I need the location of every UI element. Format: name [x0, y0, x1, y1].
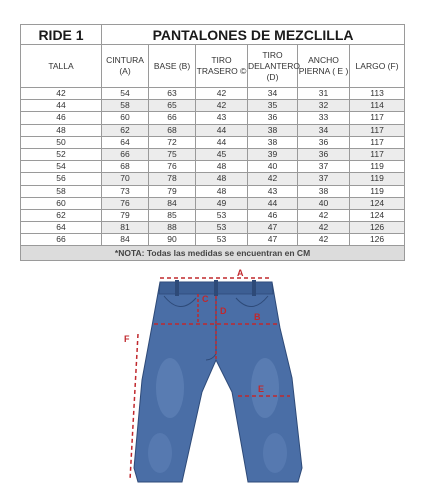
measure-label-f: F — [124, 334, 130, 344]
measure-cell: 76 — [149, 161, 196, 173]
measure-cell: 44 — [196, 136, 248, 148]
measure-cell: 43 — [196, 112, 248, 124]
measure-cell: 90 — [149, 234, 196, 246]
measure-cell: 78 — [149, 173, 196, 185]
measure-cell: 126 — [350, 234, 405, 246]
size-cell: 56 — [21, 173, 102, 185]
fade — [251, 358, 279, 418]
measure-cell: 64 — [102, 136, 149, 148]
size-chart — [20, 24, 404, 261]
measure-cell: 117 — [350, 148, 405, 160]
measure-cell: 88 — [149, 222, 196, 234]
measure-cell: 117 — [350, 124, 405, 136]
table-row — [21, 222, 405, 234]
measure-cell: 124 — [350, 209, 405, 221]
measure-cell: 33 — [298, 112, 350, 124]
measure-cell: 84 — [149, 197, 196, 209]
measure-cell: 47 — [248, 222, 298, 234]
measure-cell: 38 — [248, 136, 298, 148]
measure-cell: 66 — [102, 148, 149, 160]
measure-cell: 32 — [298, 100, 350, 112]
fade — [263, 433, 287, 473]
table-row — [21, 209, 405, 221]
size-cell: 62 — [21, 209, 102, 221]
size-cell: 60 — [21, 197, 102, 209]
column-header: TIRO DELANTERO (D) — [248, 45, 298, 88]
size-cell: 66 — [21, 234, 102, 246]
measure-cell: 43 — [248, 185, 298, 197]
measure-cell: 79 — [102, 209, 149, 221]
measure-cell: 49 — [196, 197, 248, 209]
column-header: TALLA — [21, 45, 102, 88]
measure-cell: 42 — [298, 209, 350, 221]
table-row — [21, 185, 405, 197]
measure-cell: 68 — [102, 161, 149, 173]
measure-cell: 40 — [298, 197, 350, 209]
size-cell: 46 — [21, 112, 102, 124]
measure-label-b: B — [254, 312, 261, 322]
measure-cell: 42 — [196, 100, 248, 112]
table-row — [21, 124, 405, 136]
measure-cell: 119 — [350, 161, 405, 173]
measure-label-e: E — [258, 384, 265, 394]
measure-cell: 119 — [350, 173, 405, 185]
measure-cell: 53 — [196, 222, 248, 234]
measure-cell: 53 — [196, 234, 248, 246]
measure-cell: 37 — [298, 173, 350, 185]
size-cell: 50 — [21, 136, 102, 148]
size-cell: 44 — [21, 100, 102, 112]
size-cell: 42 — [21, 88, 102, 100]
measure-cell: 70 — [102, 173, 149, 185]
measure-cell: 45 — [196, 148, 248, 160]
measure-cell: 76 — [102, 197, 149, 209]
measure-cell: 124 — [350, 197, 405, 209]
column-header: TIRO TRASERO © — [196, 45, 248, 88]
measure-cell: 79 — [149, 185, 196, 197]
column-header: BASE (B) — [149, 45, 196, 88]
measure-cell: 117 — [350, 136, 405, 148]
measure-cell: 81 — [102, 222, 149, 234]
measure-cell: 38 — [298, 185, 350, 197]
measure-cell: 40 — [248, 161, 298, 173]
jeans-illustration — [120, 268, 310, 500]
measure-cell: 48 — [196, 185, 248, 197]
belt-loop — [175, 280, 179, 296]
measure-cell: 68 — [149, 124, 196, 136]
measure-cell: 113 — [350, 88, 405, 100]
measure-cell: 34 — [248, 88, 298, 100]
measure-cell: 44 — [196, 124, 248, 136]
jeans-figure — [120, 268, 310, 500]
measure-cell: 58 — [102, 100, 149, 112]
belt-loop — [214, 280, 218, 296]
table-row — [21, 88, 405, 100]
size-cell: 54 — [21, 161, 102, 173]
size-cell: 52 — [21, 148, 102, 160]
fade — [148, 433, 172, 473]
measure-cell: 37 — [298, 161, 350, 173]
measure-cell: 119 — [350, 185, 405, 197]
measure-cell: 114 — [350, 100, 405, 112]
title-row — [21, 25, 405, 45]
measure-cell: 84 — [102, 234, 149, 246]
table-row — [21, 234, 405, 246]
measure-cell: 62 — [102, 124, 149, 136]
measure-cell: 60 — [102, 112, 149, 124]
measure-cell: 42 — [196, 88, 248, 100]
column-header: CINTURA (A) — [102, 45, 149, 88]
measure-cell: 54 — [102, 88, 149, 100]
measure-cell: 36 — [248, 112, 298, 124]
measure-label-c: C — [202, 294, 209, 304]
measure-cell: 126 — [350, 222, 405, 234]
size-cell: 64 — [21, 222, 102, 234]
measure-cell: 44 — [248, 197, 298, 209]
measure-cell: 34 — [298, 124, 350, 136]
measure-cell: 53 — [196, 209, 248, 221]
table-body — [21, 88, 405, 246]
measure-cell: 47 — [248, 234, 298, 246]
measure-label-a: A — [237, 268, 244, 278]
measure-cell: 36 — [298, 148, 350, 160]
fade — [156, 358, 184, 418]
measure-cell: 85 — [149, 209, 196, 221]
table-row — [21, 112, 405, 124]
table-row — [21, 161, 405, 173]
measure-cell: 72 — [149, 136, 196, 148]
measure-cell: 48 — [196, 173, 248, 185]
table-row — [21, 148, 405, 160]
measure-cell: 75 — [149, 148, 196, 160]
measure-cell: 117 — [350, 112, 405, 124]
measure-label-d: D — [220, 306, 227, 316]
table-row — [21, 100, 405, 112]
measure-cell: 73 — [102, 185, 149, 197]
table-title: PANTALONES DE MEZCLILLA — [102, 25, 405, 45]
header-row — [21, 45, 405, 88]
belt-loop — [252, 280, 256, 296]
column-header: LARGO (F) — [350, 45, 405, 88]
measure-cell: 39 — [248, 148, 298, 160]
table-row — [21, 197, 405, 209]
measure-cell: 66 — [149, 112, 196, 124]
measure-cell: 42 — [298, 234, 350, 246]
model-name: RIDE 1 — [21, 25, 102, 45]
measure-cell: 46 — [248, 209, 298, 221]
column-header: ANCHO PIERNA ( E ) — [298, 45, 350, 88]
measure-cell: 42 — [298, 222, 350, 234]
measure-cell: 65 — [149, 100, 196, 112]
measure-cell: 36 — [298, 136, 350, 148]
table-row — [21, 136, 405, 148]
measure-cell: 38 — [248, 124, 298, 136]
measure-cell: 42 — [248, 173, 298, 185]
size-cell: 58 — [21, 185, 102, 197]
table-row — [21, 173, 405, 185]
measure-cell: 31 — [298, 88, 350, 100]
size-table — [20, 24, 405, 261]
note-row — [21, 246, 405, 261]
measure-cell: 63 — [149, 88, 196, 100]
measure-cell: 48 — [196, 161, 248, 173]
note-text: *NOTA: Todas las medidas se encuentran en CM — [21, 246, 405, 261]
measure-cell: 35 — [248, 100, 298, 112]
size-cell: 48 — [21, 124, 102, 136]
